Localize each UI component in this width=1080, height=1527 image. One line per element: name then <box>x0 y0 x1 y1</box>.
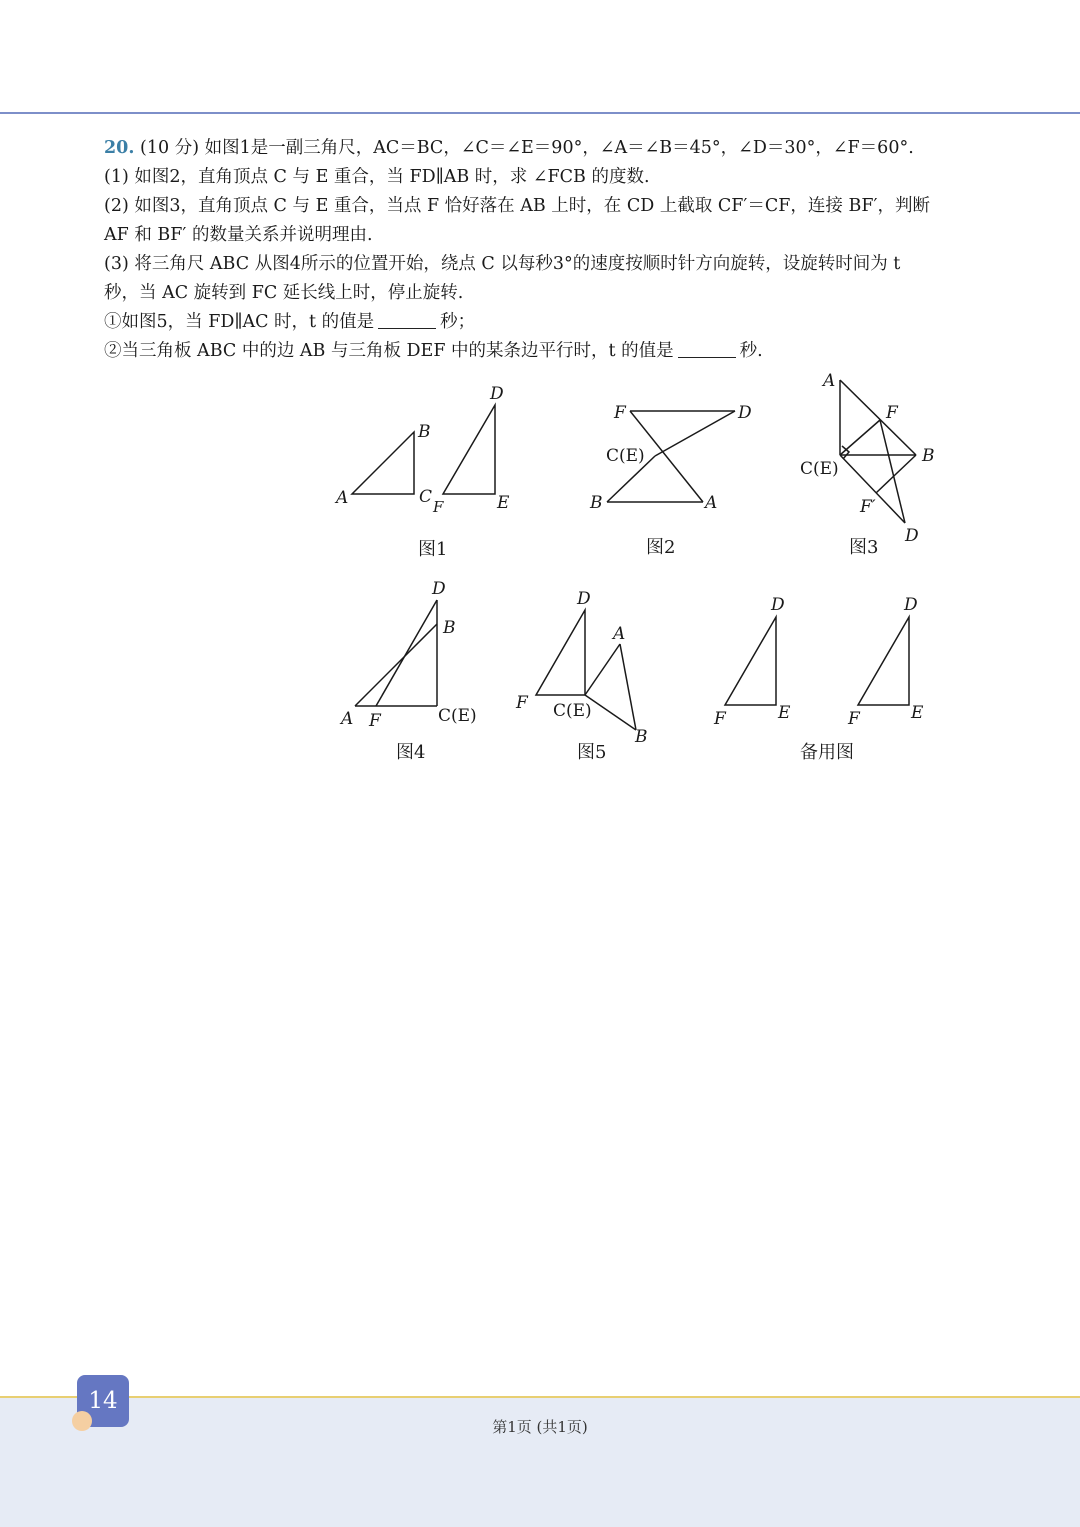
fig1-label-f: F <box>433 498 444 516</box>
fig4-line-fd <box>376 600 437 706</box>
spare-label-d2: D <box>904 595 918 615</box>
problem-line-4: AF 和 BF′ 的数量关系并说明理由. <box>104 225 373 245</box>
fig5-triangle-def <box>536 610 585 695</box>
fig1-label-d: D <box>490 384 504 404</box>
sub-question-2: ②当三角板 ABC 中的边 AB 与三角板 DEF 中的某条边平行时，t 的值是 秒. <box>104 341 763 361</box>
fig3-caption: 图3 <box>849 537 879 558</box>
fig1-label-e: E <box>497 493 510 513</box>
fig3-label-a: A <box>823 371 836 391</box>
fig2-line-dc <box>655 411 735 456</box>
fig3-line-fd <box>880 420 905 523</box>
fig2-label-a: A <box>705 493 718 513</box>
fig5-label-d: D <box>577 589 591 609</box>
fig3-label-ce: C(E) <box>800 459 839 479</box>
spare-label-e2: E <box>911 703 924 723</box>
fig4-label-b: B <box>443 618 456 638</box>
fig1-caption: 图1 <box>418 539 448 560</box>
fig5-label-a: A <box>613 624 626 644</box>
fig3-line-ab <box>840 380 916 455</box>
fig4-line-ab <box>355 624 437 706</box>
problem-line-5: (3) 将三角尺 ABC 从图4所示的位置开始，绕点 C 以每秒3°的速度按顺时针方向旋转，设旋转时间为 t <box>104 254 901 274</box>
spare-triangle-1 <box>725 617 776 705</box>
fig5-line-ca <box>585 644 620 695</box>
problem-line-6: 秒，当 AC 旋转到 FC 延长线上时，停止旋转. <box>104 283 464 303</box>
fig4-caption: 图4 <box>396 742 426 763</box>
page-number-badge: 14 <box>77 1375 129 1427</box>
spare-triangle-2 <box>858 617 909 705</box>
fig4-label-ce: C(E) <box>438 706 477 726</box>
fig5-label-b: B <box>635 727 648 747</box>
fig1-triangle-abc <box>352 432 414 494</box>
fig4-drawing <box>355 600 437 706</box>
problem-line-2: (1) 如图2，直角顶点 C 与 E 重合，当 FD∥AB 时，求 ∠FCB 的度数. <box>104 167 650 187</box>
fig5-caption: 图5 <box>577 742 607 763</box>
fig2-label-b: B <box>590 493 603 513</box>
spare-drawing <box>725 617 909 705</box>
spare-label-e1: E <box>778 703 791 723</box>
fig2-caption: 图2 <box>646 537 676 558</box>
fig4-label-a: A <box>341 709 354 729</box>
problem-line-3: (2) 如图3，直角顶点 C 与 E 重合，当点 F 恰好落在 AB 上时，在 CD 上截取 CF′＝CF，连接 BF′，判断 <box>104 196 930 216</box>
fig3-label-d: D <box>905 526 919 546</box>
fig2-label-f: F <box>614 403 626 423</box>
fig1-label-a: A <box>336 488 349 508</box>
fig4-label-f: F <box>369 711 381 731</box>
fig5-line-ab <box>620 644 636 730</box>
fig3-drawing <box>840 380 916 523</box>
spare-caption: 备用图 <box>800 742 854 763</box>
sub-question-1: ①如图5，当 FD∥AC 时，t 的值是 秒； <box>104 312 476 332</box>
fig4-label-d: D <box>432 579 446 599</box>
fig3-label-f: F <box>886 403 898 423</box>
spare-label-f1: F <box>714 709 726 729</box>
problem-line-1: 20. (10 分) 如图1是一副三角尺，AC＝BC，∠C＝∠E＝90°，∠A＝∠B＝45°，∠D＝30°，∠F＝60°. <box>104 138 914 158</box>
footer-rule <box>0 1396 1080 1398</box>
fig5-line-cb <box>585 695 636 730</box>
fig5-label-ce: C(E) <box>553 701 592 721</box>
question-number: 20. <box>104 138 135 158</box>
fig2-label-d: D <box>738 403 752 423</box>
fig3-label-b: B <box>922 446 935 466</box>
page-info: 第1页 (共1页) <box>492 1418 588 1436</box>
fig1-label-b: B <box>418 422 431 442</box>
fig1-label-c: C <box>419 487 433 507</box>
spare-label-f2: F <box>848 709 860 729</box>
fig2-label-ce: C(E) <box>606 446 645 466</box>
fig1-drawing <box>352 405 495 494</box>
fig5-label-f: F <box>516 693 528 713</box>
spare-label-d1: D <box>771 595 785 615</box>
fig3-label-fprime: F′ <box>860 497 876 517</box>
fig1-triangle-def <box>443 405 495 494</box>
